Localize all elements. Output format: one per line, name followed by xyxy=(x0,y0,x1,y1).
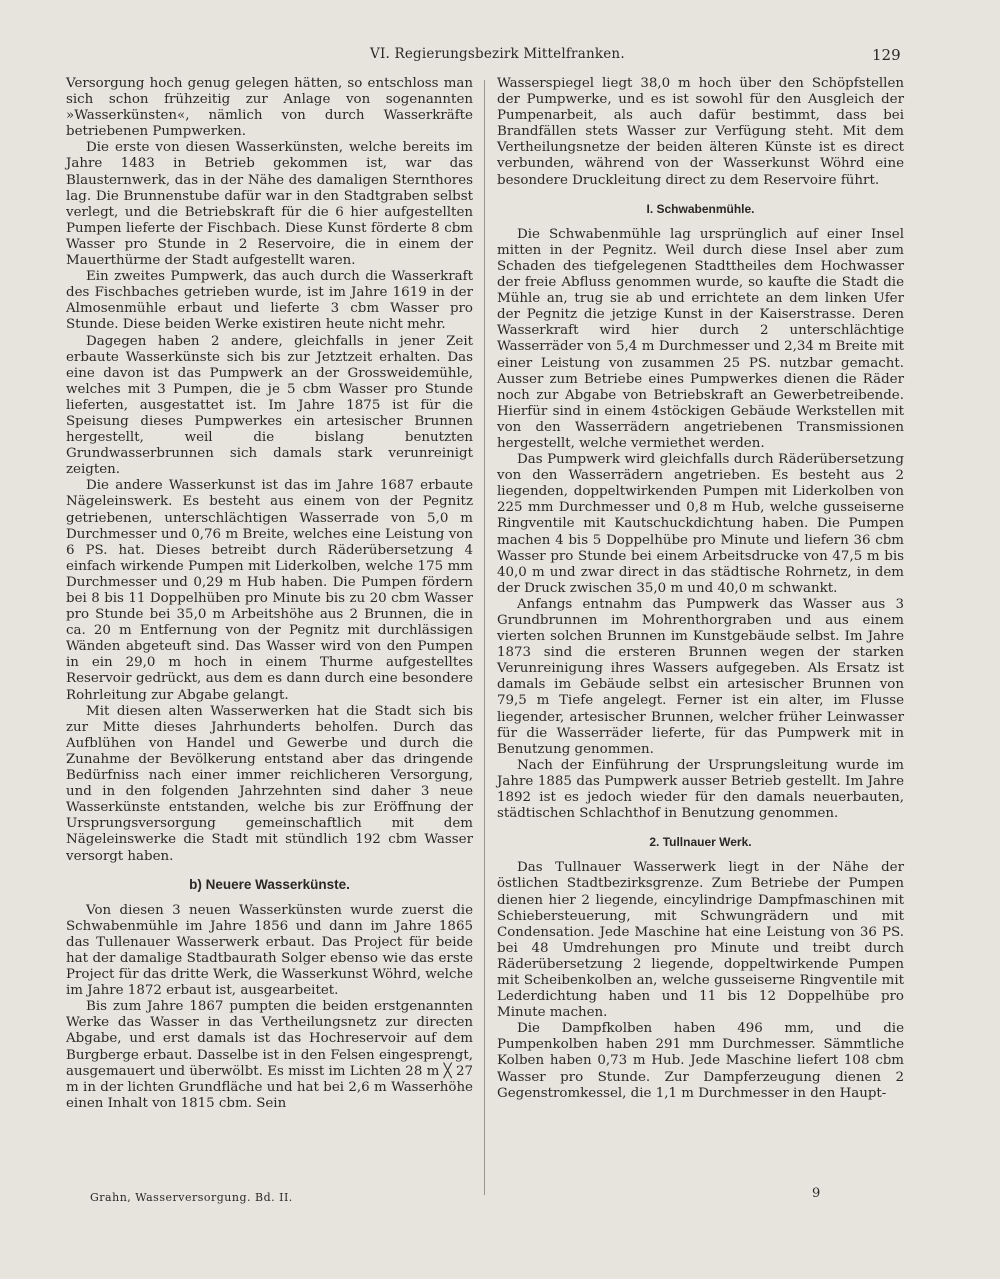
signature-mark: 9 xyxy=(812,1186,821,1201)
paragraph: Von diesen 3 neuen Wasserkünsten wurde zuerst die Schwabenmühle im Jahre 1856 und dann im Jahre 1865 das Tullenauer Wasserwerk erbaut. Das Project für beide hat der damalige Stadtbaurath Solger ebenso wie das erste Project für das dritte Werk, die Wasserkunst Wöhrd, welche im Jahre 1872 erbaut ist, ausgearbeitet. xyxy=(66,902,473,999)
section-heading: b) Neuere Wasserkünste. xyxy=(189,876,350,892)
paragraph: Versorgung hoch genug gelegen hätten, so entschloss man sich schon frühzeitig zur Anlage von sogenannten »Wasserkünsten«, nämlich von durch Wasserkräfte betriebenen Pumpwerken. xyxy=(66,76,473,140)
paragraph: Das Pumpwerk wird gleichfalls durch Räderübersetzung von den Wasserrädern angetrieben. Es besteht aus 2 liegenden, doppeltwirkenden Pumpen mit Liderkolben von 225 mm Durchmesser und 0,8 m Hub, welche gusseiserne Ringventile mit Kautschuckdichtung haben. Die Pumpen machen 4 bis 5 Doppelhübe pro Minute und liefern 36 cbm Wasser pro Stunde bei einem Arbeitsdrucke von 47,5 m bis 40,0 m und zwar direct in das städtische Rohrnetz, in dem der Druck zwischen 35,0 m und 40,0 m schwankt. xyxy=(497,452,904,596)
paragraph: Nach der Einführung der Ursprungsleitung wurde im Jahre 1885 das Pumpwerk ausser Betrieb gestellt. Im Jahre 1892 ist es jedoch wieder für den damals neuerbauten, städtischen Schlachthof in Benutzung genommen. xyxy=(497,757,904,822)
paragraph: Ein zweites Pumpwerk, das auch durch die Wasserkraft des Fischbaches getrieben wurde, ist im Jahre 1619 in der Almosenmühle erbaut und lieferte 3 cbm Wasser pro Stunde. Diese beiden Werke existiren heute nicht mehr. xyxy=(66,269,473,333)
footer-reference: Grahn, Wasserversorgung. Bd. II. xyxy=(90,1191,293,1204)
paragraph: Bis zum Jahre 1867 pumpten die beiden erstgenannten Werke das Wasser in das Vertheilungsnetz zur directen Abgabe, und erst damals ist das Hochreservoir auf dem Burgberge erbaut. Dasselbe ist in den Felsen eingesprengt, ausgemauert und überwölbt. Es misst im Lichten 28 m ╳ 27 m in der lichten Grundfläche und hat bei 2,6 m Wasserhöhe einen Inhalt von 1815 cbm. Sein xyxy=(66,999,473,1111)
page-number: 129 xyxy=(872,46,901,64)
left-column xyxy=(66,76,473,1112)
right-column xyxy=(497,76,904,1102)
paragraph: Die erste von diesen Wasserkünsten, welche bereits im Jahre 1483 in Betrieb gekommen ist, war das Blausternwerk, das in der Nähe des damaligen Sternthores lag. Die Brunnenstube dafür war in den Stadtgraben selbst verlegt, und die Betriebskraft für die 6 hier aufgestellten Pumpen lieferte der Fischbach. Diese Kunst förderte 8 cbm Wasser pro Stunde in 2 Reservoire, die in einem der Mauerthürme der Stadt aufgestellt waren. xyxy=(66,140,473,269)
paragraph: Wasserspiegel liegt 38,0 m hoch über den Schöpfstellen der Pumpwerke, und es ist sowohl für den Ausgleich der Pumpenarbeit, als auch dafür bestimmt, dass bei Brandfällen stets Wasser zur Verfügung steht. Mit dem Vertheilungsnetze der beiden älteren Künste ist es direct verbunden, während von der Wasserkunst Wöhrd eine besondere Druckleitung direct zu dem Reservoire führt. xyxy=(497,76,904,188)
paragraph: Die Dampfkolben haben 496 mm, und die Pumpenkolben haben 291 mm Durchmesser. Sämmtliche Kolben haben 0,73 m Hub. Jede Maschine liefert 108 cbm Wasser pro Stunde. Zur Dampferzeugung dienen 2 Gegenstromkessel, die 1,1 m Durchmesser in den Haupt- xyxy=(497,1021,904,1101)
paragraph: Das Tullnauer Wasserwerk liegt in der Nähe der östlichen Stadtbezirksgrenze. Zum Betriebe der Pumpen dienen hier 2 liegende, eincylindrige Dampfmaschinen mit Schiebersteuerung, mit Schwungrädern und mit Condensation. Jede Maschine hat eine Leistung von 36 PS. bei 48 Umdrehungen pro Minute und treibt durch Räderübersetzung 2 liegende, doppeltwirkende Pumpen mit Scheibenkolben an, welche gusseiserne Ringventile mit Lederdichtung haben und 11 bis 12 Doppelhübe pro Minute machen. xyxy=(497,860,904,1021)
paragraph: Die andere Wasserkunst ist das im Jahre 1687 erbaute Nägeleinswerk. Es besteht aus einem von der Pegnitz getriebenen, unterschlächtigen Wasserrade von 5,0 m Durchmesser und 0,76 m Breite, welches eine Leistung von 6 PS. hat. Dieses betreibt durch Räderübersetzung 4 einfach wirkende Pumpen mit Liderkolben, welche 175 mm Durchmesser und 0,29 m Hub haben. Die Pumpen fördern bei 8 bis 11 Doppelhüben pro Minute bis zu 20 cbm Wasser pro Stunde bei 35,0 m Arbeitshöhe aus 2 Brunnen, die in ca. 20 m Entfernung von der Pegnitz mit durchlässigen Wänden abgeteuft sind. Das Wasser wird von den Pumpen in ein 29,0 m hoch in einem Thurme aufgestelltes Reservoir gedrückt, aus dem es dann durch eine besondere Rohrleitung zur Abgabe gelangt. xyxy=(66,478,473,703)
paragraph: Mit diesen alten Wasserwerken hat die Stadt sich bis zur Mitte dieses Jahrhunderts beholfen. Durch das Aufblühen von Handel und Gewerbe und durch die Zunahme der Bevölkerung entstand aber das dringende Bedürfniss nach einer immer reichlicheren Versorgung, und in den folgenden Jahrzehnten sind daher 3 neue Wasserkünste entstanden, welche bis zur Eröffnung der Ursprungsversorgung gemeinschaftlich mit dem Nägeleinswerke die Stadt mit stündlich 192 cbm Wasser versorgt haben. xyxy=(66,703,473,864)
paragraph: Die Schwabenmühle lag ursprünglich auf einer Insel mitten in der Pegnitz. Weil durch diese Insel aber zum Schaden des tiefgelegenen Stadttheiles dem Hochwasser der freie Abfluss genommen wurde, so kaufte die Stadt die Mühle an, trug sie ab und errichtete an dem linken Ufer der Pegnitz die jetzige Kunst in der Kaiserstrasse. Deren Wasserkraft wird hier durch 2 unterschlächtige Wasserräder von 5,4 m Durchmesser und 2,34 m Breite mit einer Leistung von zusammen 25 PS. nutzbar gemacht. Ausser zum Betriebe eines Pumpwerkes dienen die Räder noch zur Abgabe von Betriebskraft an Gewerbetreibende. Hierfür sind in einem 4stöckigen Gebäude Werkstellen mit von den Wasserrädern angetriebenen Transmissionen hergestellt, welche vermiethet werden. xyxy=(497,226,904,451)
column-divider xyxy=(484,80,485,1195)
running-head: VI. Regierungsbezirk Mittelfranken. xyxy=(370,46,625,62)
paragraph: Anfangs entnahm das Pumpwerk das Wasser aus 3 Grundbrunnen im Mohrenthorgraben und aus einem vierten solchen Brunnen im Kunstgebäude selbst. Im Jahre 1873 sind die ersteren Brunnen wegen der starken Verunreinigung ihres Wassers aufgegeben. Als Ersatz ist damals im Gebäude selbst ein artesischer Brunnen von 79,5 m Tiefe angelegt. Ferner ist ein alter, im Flusse liegender, artesischer Brunnen, welcher früher Leinwasser für die Wasserräder lieferte, für das Pumpwerk mit in Benutzung genommen. xyxy=(497,596,904,757)
subsection-heading: I. Schwabenmühle. xyxy=(646,201,755,216)
paragraph: Dagegen haben 2 andere, gleichfalls in jener Zeit erbaute Wasserkünste sich bis zur Jetztzeit erhalten. Das eine davon ist das Pumpwerk an der Grossweidemühle, welches mit 3 Pumpen, die je 5 cbm Wasser pro Stunde lieferten, ausgestattet ist. Im Jahre 1875 ist für die Speisung dieses Pumpwerkes ein artesischer Brunnen hergestellt, weil die bislang benutzten Grundwasserbrunnen sich damals stark verunreinigt zeigten. xyxy=(66,333,473,478)
subsection-heading: 2. Tullnauer Werk. xyxy=(649,835,752,850)
